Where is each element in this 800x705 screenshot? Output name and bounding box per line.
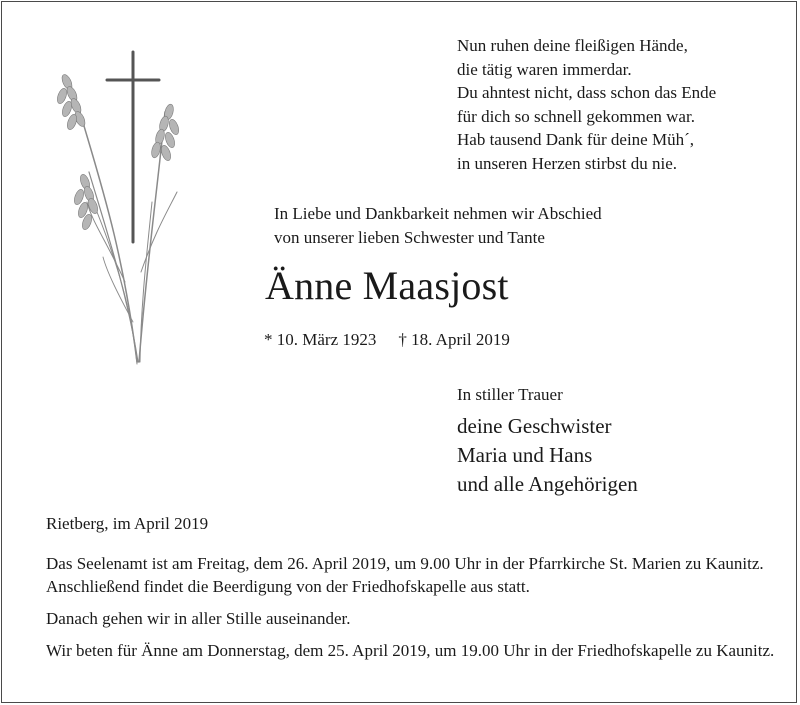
poem-line: die tätig waren immerdar. [457, 59, 632, 79]
poem-line: in unseren Herzen stirbst du nie. [457, 153, 677, 173]
service-paragraph: Wir beten für Änne am Donnerstag, dem 25. April 2019, um 19.00 Uhr in der Friedhofskapelle zu Kaunitz. [46, 641, 775, 660]
service-details [46, 552, 776, 671]
place-and-date: Rietberg, im April 2019 [46, 514, 209, 533]
poem [457, 34, 716, 175]
death-date: † 18. April 2019 [398, 330, 510, 349]
mourning-label: In stiller Trauer [457, 385, 563, 404]
farewell-intro [274, 202, 602, 249]
poem-line: für dich so schnell gekommen war. [457, 106, 695, 126]
deceased-name: Änne Maasjost [265, 263, 509, 308]
cross-with-wheat-icon [37, 42, 207, 382]
service-paragraph: Das Seelenamt ist am Freitag, dem 26. April 2019, um 9.00 Uhr in der Pfarrkirche St. Marien zu Kaunitz. Anschließend findet die Beerdigung von der Friedhofskapelle aus statt. [46, 554, 764, 596]
mourner-line: Maria und Hans [457, 443, 593, 467]
mourner-line: deine Geschwister [457, 414, 612, 438]
poem-line: Du ahntest nicht, dass schon das Ende [457, 83, 717, 102]
poem-line: Hab tausend Dank für deine Müh´, [457, 130, 694, 149]
mourner-line: und alle Angehörigen [457, 472, 638, 496]
mourners-list [457, 412, 638, 499]
service-paragraph: Danach gehen wir in aller Stille auseinander. [46, 609, 351, 628]
obituary-card [1, 1, 797, 703]
poem-line: Nun ruhen deine fleißigen Hände, [457, 36, 688, 55]
birth-date: * 10. März 1923 [264, 330, 377, 349]
intro-line: von unserer lieben Schwester und Tante [274, 227, 545, 247]
intro-line: In Liebe und Dankbarkeit nehmen wir Abschied [274, 204, 602, 223]
life-dates [264, 329, 510, 351]
